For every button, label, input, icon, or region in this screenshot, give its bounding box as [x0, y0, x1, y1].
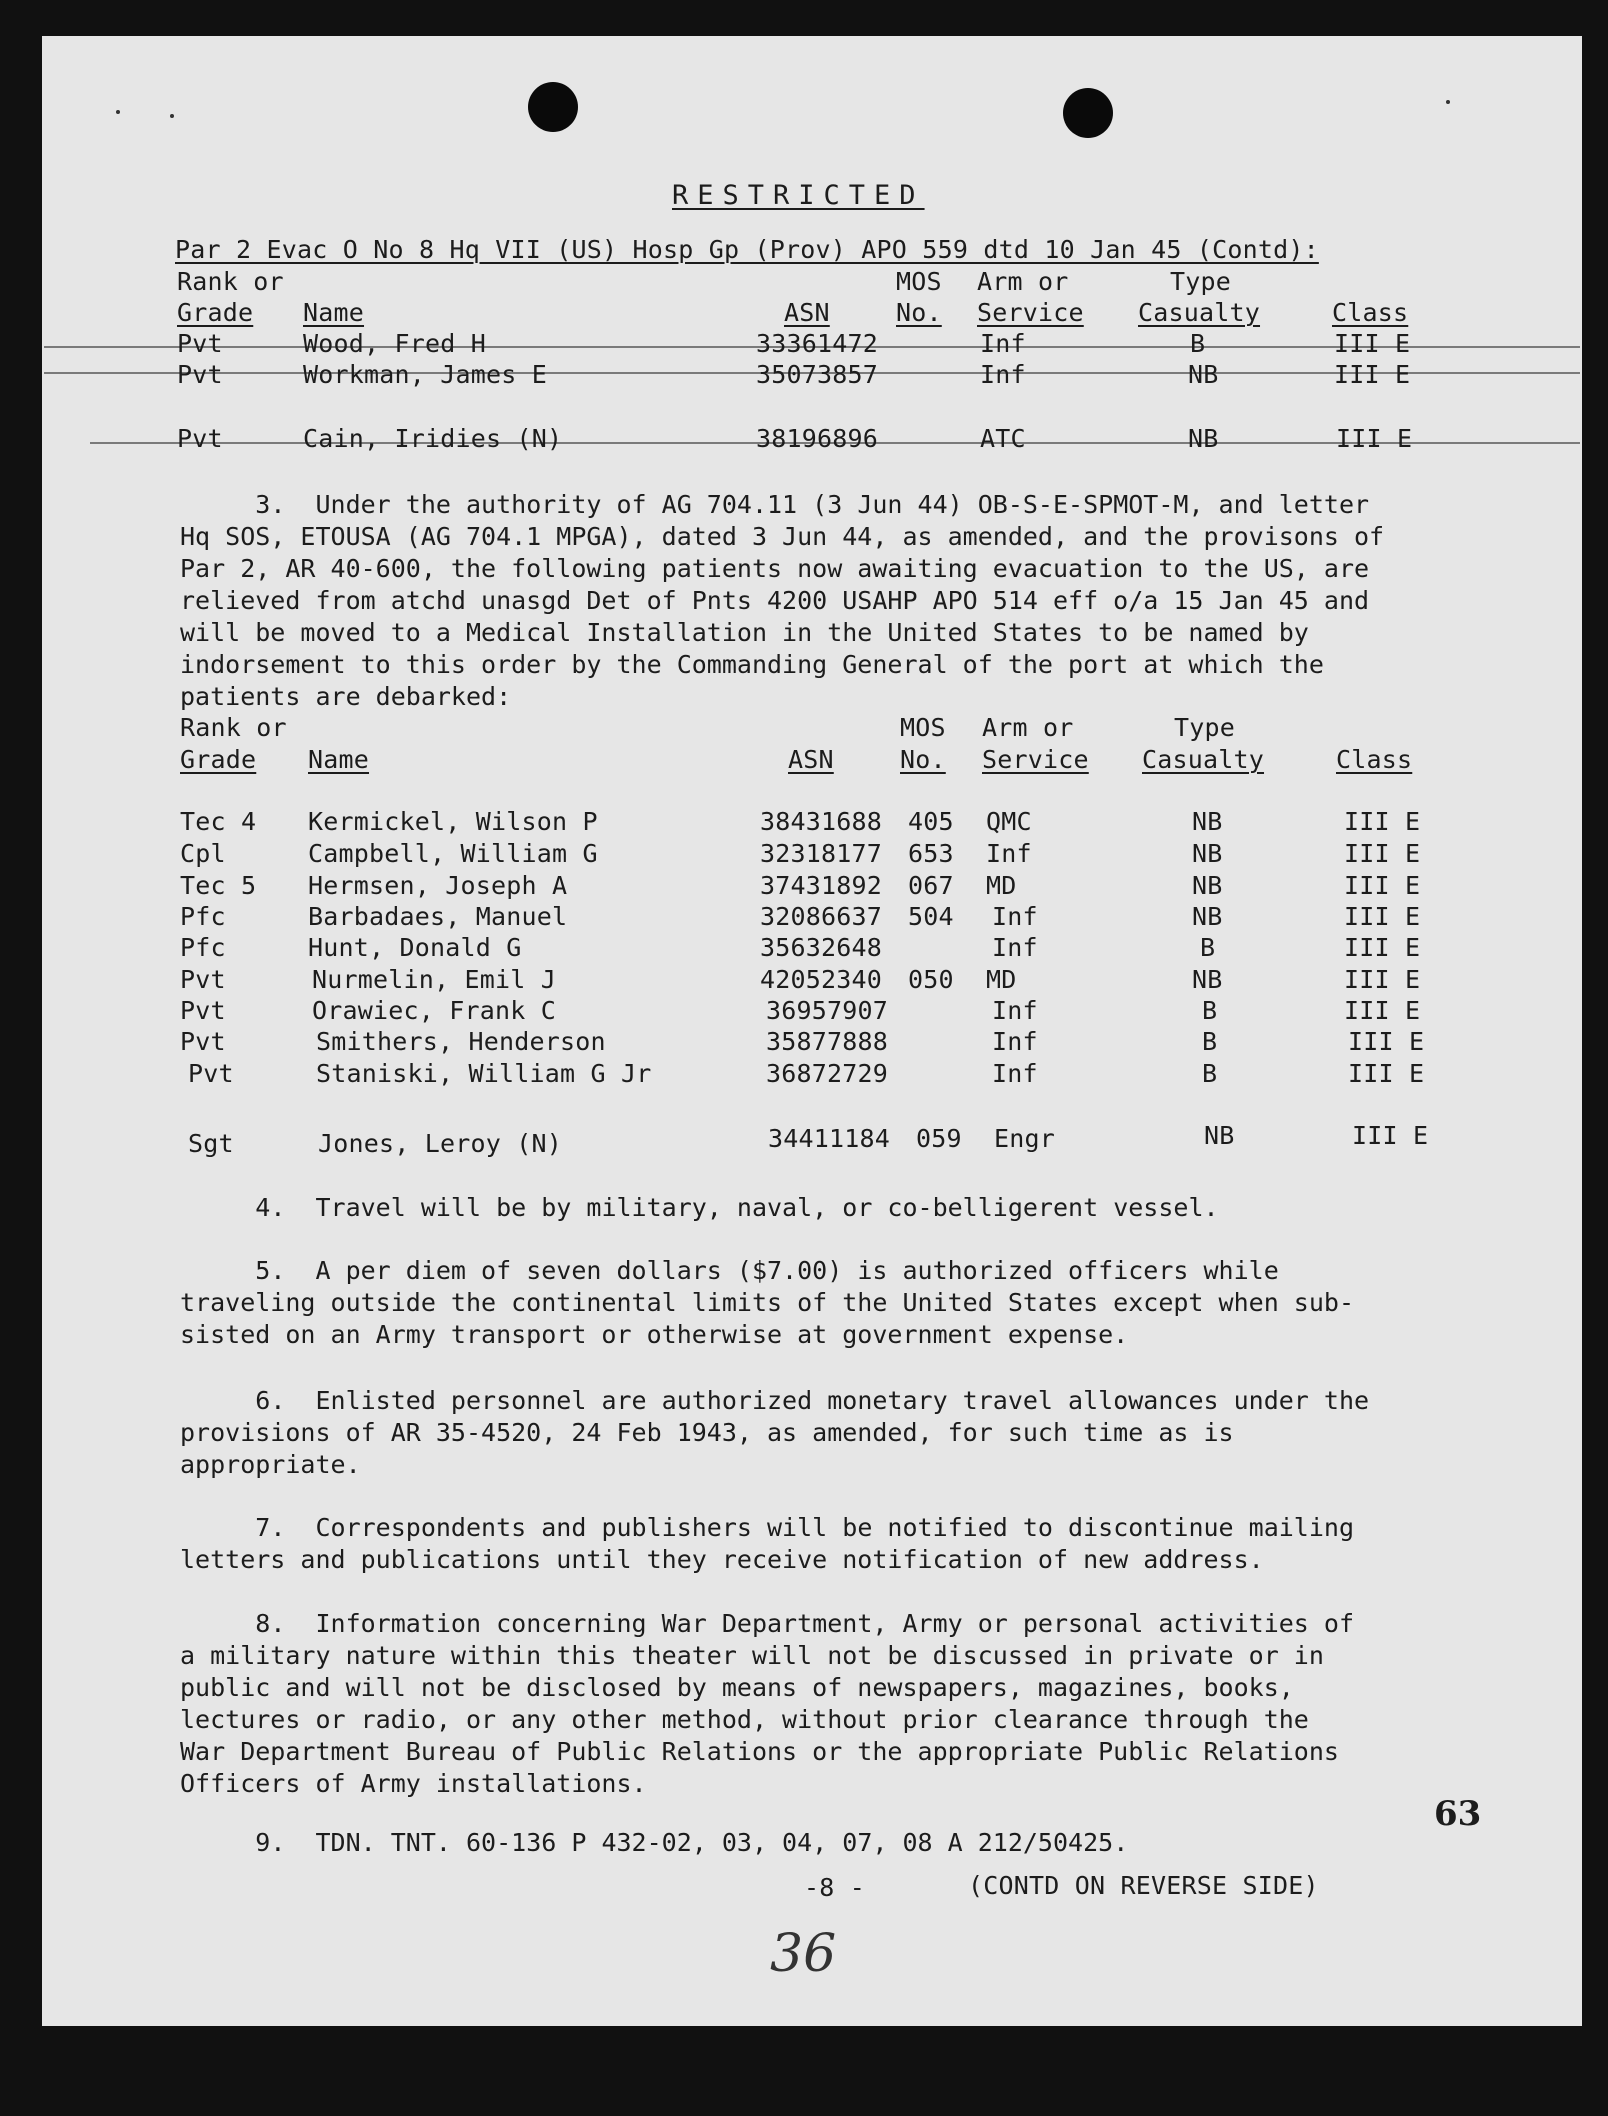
paragraph-6: 6. Enlisted personnel are authorized monetary travel allowances under the provisions of AR 35-4520, 24 Feb 1943, as amended, for such time as is appropriate.	[180, 1386, 1370, 1479]
order-reference-line: Par 2 Evac O No 8 Hq VII (US) Hosp Gp (Prov) APO 559 dtd 10 Jan 45 (Contd):	[175, 235, 1319, 264]
cell-arm: Inf	[992, 1059, 1038, 1088]
handwritten-number: 36	[770, 1924, 837, 1984]
cell-name: Hermsen, Joseph A	[308, 871, 568, 900]
col-asn: ASN	[788, 745, 834, 774]
cell-grade: Tec 5	[180, 871, 257, 900]
cell-arm: MD	[986, 965, 1017, 994]
cell-asn: 34411184	[768, 1124, 891, 1153]
col-grade: Grade	[177, 298, 254, 327]
cell-asn: 36957907	[766, 996, 889, 1025]
cell-name: Jones, Leroy (N)	[318, 1129, 563, 1158]
cell-grade: Pvt	[180, 1027, 226, 1056]
cell-type: B	[1200, 933, 1216, 962]
col-type-top: Type	[1174, 713, 1236, 742]
cell-arm: Inf	[992, 902, 1038, 931]
cell-type: NB	[1188, 360, 1219, 389]
cell-arm: Inf	[986, 839, 1032, 868]
cell-class: III E	[1344, 871, 1421, 900]
cell-arm: MD	[986, 871, 1017, 900]
cell-class: III E	[1334, 360, 1411, 389]
col-arm: Service	[982, 745, 1089, 774]
cell-class: III E	[1334, 329, 1411, 358]
cell-name: Hunt, Donald G	[308, 933, 522, 962]
cell-asn: 35073857	[756, 360, 879, 389]
cell-grade: Pvt	[188, 1059, 234, 1088]
paragraph-7: 7. Correspondents and publishers will be notified to discontinue mailing letters and publications until they receive notification of new address.	[180, 1513, 1355, 1574]
cell-type: NB	[1192, 871, 1223, 900]
cell-grade: Cpl	[180, 839, 226, 868]
cell-name: Wood, Fred H	[303, 329, 487, 358]
speck	[170, 114, 174, 118]
col-grade: Grade	[180, 745, 257, 774]
cell-type: NB	[1192, 902, 1223, 931]
cell-type: NB	[1204, 1121, 1235, 1150]
speck	[1446, 100, 1450, 104]
speck	[116, 110, 120, 114]
cell-arm: Engr	[994, 1124, 1056, 1153]
cell-asn: 35877888	[766, 1027, 889, 1056]
cell-type: NB	[1192, 965, 1223, 994]
cell-class: III E	[1344, 807, 1421, 836]
cell-name: Cain, Iridies (N)	[303, 424, 563, 453]
cell-type: B	[1202, 1059, 1218, 1088]
cell-class: III E	[1348, 1059, 1425, 1088]
cell-asn: 33361472	[756, 329, 879, 358]
cell-name: Orawiec, Frank C	[312, 996, 557, 1025]
punch-hole-left	[528, 82, 578, 132]
cell-arm: Inf	[980, 360, 1026, 389]
col-name: Name	[303, 298, 365, 327]
paragraph-4: 4. Travel will be by military, naval, or co-belligerent vessel.	[180, 1193, 1219, 1222]
cell-grade: Pvt	[177, 360, 223, 389]
continued-note: (CONTD ON REVERSE SIDE)	[968, 1871, 1319, 1900]
col-arm-top: Arm or	[982, 713, 1074, 742]
cell-type: B	[1202, 1027, 1218, 1056]
cell-type: NB	[1192, 807, 1223, 836]
cell-mos: 059	[916, 1124, 962, 1153]
cell-asn: 32086637	[760, 902, 883, 931]
cell-asn: 42052340	[760, 965, 883, 994]
col-mos-top: MOS	[900, 713, 946, 742]
cell-grade: Pfc	[180, 933, 226, 962]
cell-asn: 38431688	[760, 807, 883, 836]
cell-mos: 067	[908, 871, 954, 900]
restricted-heading: RESTRICTED	[672, 180, 925, 211]
cell-name: Smithers, Henderson	[316, 1027, 606, 1056]
col-type: Casualty	[1142, 745, 1265, 774]
cell-name: Staniski, William G Jr	[316, 1059, 652, 1088]
cell-asn: 35632648	[760, 933, 883, 962]
col-mos: No.	[900, 745, 946, 774]
cell-type: B	[1202, 996, 1218, 1025]
col-arm-top: Arm or	[977, 267, 1069, 296]
cell-arm: QMC	[986, 807, 1032, 836]
cell-mos: 653	[908, 839, 954, 868]
col-class: Class	[1332, 298, 1409, 327]
col-rank-top: Rank or	[177, 267, 284, 296]
cell-name: Barbadaes, Manuel	[308, 902, 568, 931]
page-dash-number: -8 -	[804, 1873, 866, 1902]
paragraph-3: 3. Under the authority of AG 704.11 (3 Jun 44) OB-S-E-SPMOT-M, and letter Hq SOS, ETOUSA (AG 704.1 MPGA), dated 3 Jun 44, as amended, and the provisons of Par 2, AR 40-600, the following patients now awaiting evacuation to the US, are relieved from atchd unasgd Det of Pnts 4200 USAHP APO 514 eff o/a 15 Jan 45 and will be moved to a Medical Installation in the United States to be named by indorsement to this order by the Commanding General of the port at which the patients are debarked:	[180, 490, 1385, 711]
cell-arm: Inf	[992, 933, 1038, 962]
col-class: Class	[1336, 745, 1413, 774]
cell-class: III E	[1344, 965, 1421, 994]
cell-class: III E	[1352, 1121, 1429, 1150]
cell-asn: 37431892	[760, 871, 883, 900]
cell-grade: Tec 4	[180, 807, 257, 836]
paragraph-5: 5. A per diem of seven dollars ($7.00) is authorized officers while traveling outside the continental limits of the United States except when sub- sisted on an Army transport or otherwise at government expense.	[180, 1256, 1354, 1349]
cell-name: Kermickel, Wilson P	[308, 807, 598, 836]
cell-mos: 050	[908, 965, 954, 994]
col-mos: No.	[896, 298, 942, 327]
col-name: Name	[308, 745, 370, 774]
cell-mos: 504	[908, 902, 954, 931]
punch-hole-right	[1063, 88, 1113, 138]
page-number-stamp: 63	[1434, 1794, 1482, 1834]
cell-name: Campbell, William G	[308, 839, 598, 868]
col-mos-top: MOS	[896, 267, 942, 296]
col-type-top: Type	[1170, 267, 1232, 296]
cell-grade: Pvt	[177, 329, 223, 358]
cell-asn: 38196896	[756, 424, 879, 453]
cell-arm: ATC	[980, 424, 1026, 453]
col-rank-top: Rank or	[180, 713, 287, 742]
cell-arm: Inf	[992, 1027, 1038, 1056]
cell-grade: Pvt	[180, 996, 226, 1025]
cell-type: NB	[1188, 424, 1219, 453]
cell-class: III E	[1348, 1027, 1425, 1056]
cell-arm: Inf	[992, 996, 1038, 1025]
cell-class: III E	[1344, 902, 1421, 931]
cell-grade: Pvt	[177, 424, 223, 453]
col-arm: Service	[977, 298, 1084, 327]
cell-asn: 36872729	[766, 1059, 889, 1088]
col-asn: ASN	[784, 298, 830, 327]
cell-class: III E	[1344, 996, 1421, 1025]
cell-type: NB	[1192, 839, 1223, 868]
cell-name: Nurmelin, Emil J	[312, 965, 557, 994]
paragraph-9: 9. TDN. TNT. 60-136 P 432-02, 03, 04, 07, 08 A 212/50425.	[180, 1828, 1129, 1857]
col-type: Casualty	[1138, 298, 1261, 327]
cell-arm: Inf	[980, 329, 1026, 358]
paragraph-8: 8. Information concerning War Department, Army or personal activities of a military nature within this theater will not be discussed in private or in public and will not be disclosed by means of newspapers, magazines, books, lectures or radio, or any other method, without prior clearance through the War Department Bureau of Public Relations or the appropriate Public Relations Officers of Army installations.	[180, 1609, 1355, 1798]
cell-name: Workman, James E	[303, 360, 548, 389]
cell-asn: 32318177	[760, 839, 883, 868]
cell-class: III E	[1344, 839, 1421, 868]
cell-type: B	[1190, 329, 1206, 358]
cell-grade: Pvt	[180, 965, 226, 994]
cell-mos: 405	[908, 807, 954, 836]
cell-class: III E	[1336, 424, 1413, 453]
cell-class: III E	[1344, 933, 1421, 962]
cell-grade: Sgt	[188, 1129, 234, 1158]
cell-grade: Pfc	[180, 902, 226, 931]
